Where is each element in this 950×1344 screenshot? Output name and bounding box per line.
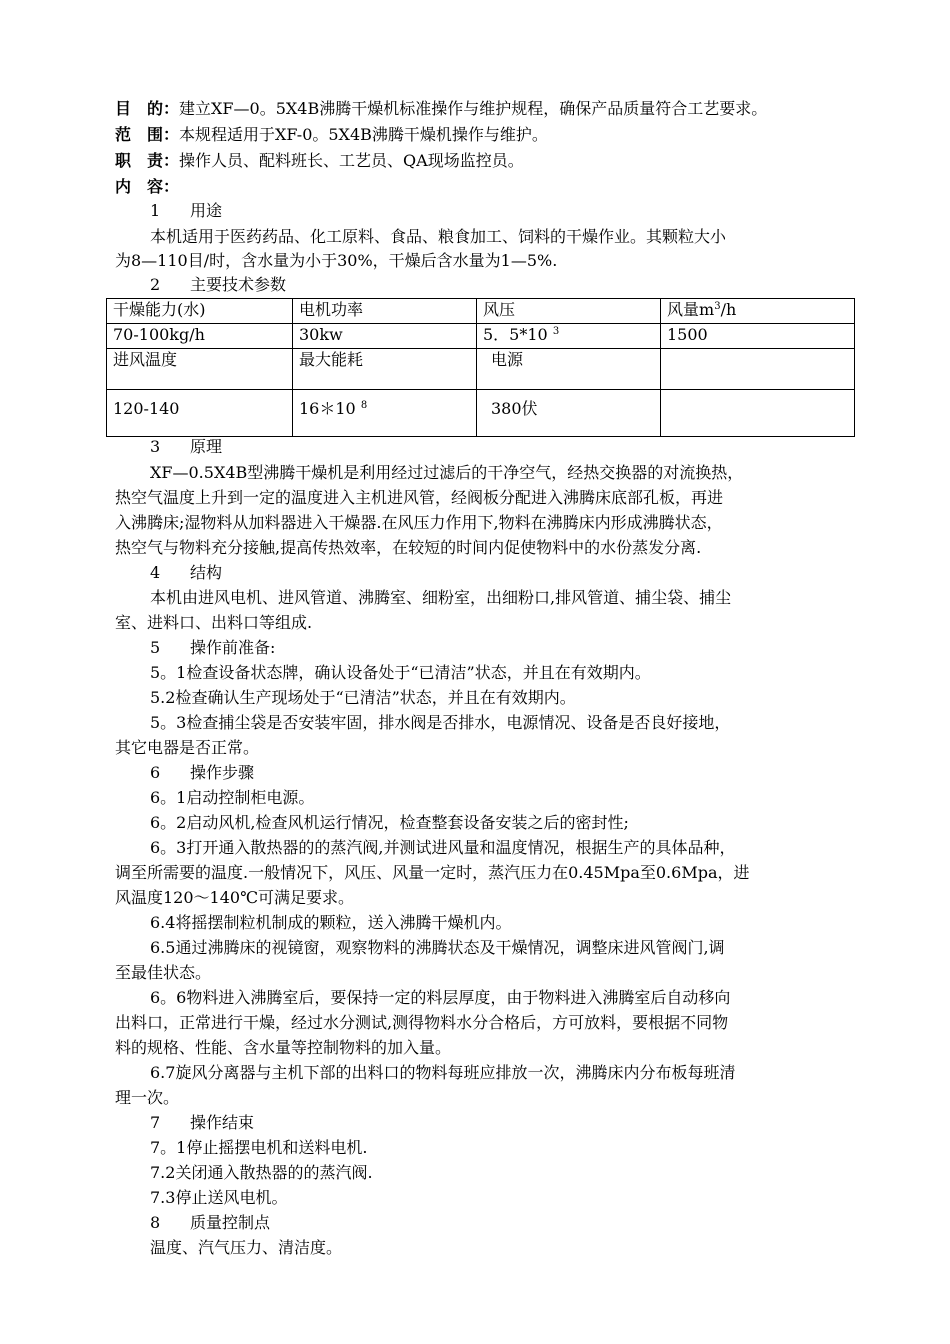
paragraph-line: 温度、汽气压力、清洁度。 bbox=[150, 1238, 343, 1257]
cell-text: 风量m bbox=[667, 300, 715, 319]
duty-label: 职 责： bbox=[115, 151, 180, 170]
paragraph-line: 热空气与物料充分接触,提高传热效率，在较短的时间内促使物料中的水份蒸发分离. bbox=[115, 538, 702, 557]
section-4-heading bbox=[150, 562, 910, 584]
table-cell: 进风温度 bbox=[107, 349, 293, 390]
cell-text-tail: /h bbox=[720, 300, 737, 319]
section-title: 操作前准备: bbox=[190, 638, 276, 657]
list-item-continuation: 出料口，正常进行干燥，经过水分测试,测得物料水分合格后，方可放料，要根据不同物 bbox=[115, 1013, 729, 1032]
table-row bbox=[107, 349, 855, 390]
parameters-table bbox=[106, 298, 855, 437]
list-item-continuation: 调至所需要的温度.一般情况下，风压、风量一定时，蒸汽压力在0.45Mpa至0.6Mpa，进 bbox=[115, 863, 750, 882]
paragraph-line: 室、进料口、出料口等组成. bbox=[115, 613, 313, 632]
paragraph-line: 热空气温度上升到一定的温度进入主机进风管，经阀板分配进入沸腾床底部孔板，再进 bbox=[115, 488, 724, 507]
section-title: 主要技术参数 bbox=[190, 275, 287, 294]
table-row bbox=[107, 324, 855, 349]
table-cell: 1500 bbox=[661, 324, 855, 349]
paragraph-line: 为8—110目/时，含水量为小于30%，干燥后含水量为1—5%. bbox=[115, 251, 558, 270]
paragraph-line: XF—0.5X4B型沸腾干燥机是利用经过过滤后的干净空气，经热交换器的对流换热， bbox=[150, 463, 744, 482]
list-item-continuation: 其它电器是否正常。 bbox=[115, 738, 260, 757]
table-cell bbox=[477, 324, 661, 349]
list-item: 5。3检查捕尘袋是否安装牢固，排水阀是否排水，电源情况、设备是否良好接地， bbox=[150, 713, 731, 732]
section-number: 4 bbox=[150, 563, 161, 582]
cell-text: 5．5*10 bbox=[483, 325, 548, 344]
table-cell: 电机功率 bbox=[293, 299, 477, 324]
table-cell: 最大能耗 bbox=[293, 349, 477, 390]
list-item: 6。3打开通入散热器的的蒸汽阀,并测试进风量和温度情况，根据生产的具体品种， bbox=[150, 838, 736, 857]
section-title: 结构 bbox=[190, 563, 223, 582]
section-number: 6 bbox=[150, 763, 161, 782]
paragraph-line: 本机由进风电机、进风管道、沸腾室、细粉室，出细粉口,排风管道、捕尘袋、捕尘 bbox=[150, 588, 732, 607]
scope-text: 本规程适用于XF-0。5X4B沸腾干燥机操作与维护。 bbox=[179, 125, 548, 144]
section-number: 7 bbox=[150, 1113, 161, 1132]
superscript: 3 bbox=[714, 301, 721, 312]
section-title: 操作结束 bbox=[190, 1113, 255, 1132]
duty-text: 操作人员、配料班长、工艺员、QA现场监控员。 bbox=[179, 151, 524, 170]
superscript: 3 bbox=[552, 326, 560, 337]
list-item-continuation: 至最佳状态。 bbox=[115, 963, 212, 982]
table-cell: 电源 bbox=[477, 349, 661, 390]
table-cell: 30kw bbox=[293, 324, 477, 349]
section-5-heading bbox=[150, 637, 910, 659]
list-item: 6.4将摇摆制粒机制成的颗粒，送入沸腾干燥机内。 bbox=[150, 913, 512, 932]
list-item: 6。1启动控制柜电源。 bbox=[150, 788, 315, 807]
list-item: 6。2启动风机,检查风机运行情况，检查整套设备安装之后的密封性; bbox=[150, 813, 629, 832]
section-number: 8 bbox=[150, 1213, 161, 1232]
table-cell bbox=[661, 390, 855, 437]
paragraph-line: 入沸腾床;湿物料从加料器进入干燥器.在风压力作用下,物料在沸腾床内形成沸腾状态， bbox=[115, 513, 723, 532]
paragraph-line: 本机适用于医药药品、化工原料、食品、粮食加工、饲料的干燥作业。其颗粒大小 bbox=[150, 227, 727, 246]
table-cell: 120-140 bbox=[107, 390, 293, 437]
list-item: 7.3停止送风电机。 bbox=[150, 1188, 288, 1207]
table-cell bbox=[293, 390, 477, 437]
section-title: 原理 bbox=[190, 437, 223, 456]
table-row bbox=[107, 299, 855, 324]
content-line bbox=[115, 176, 875, 198]
section-title: 质量控制点 bbox=[190, 1213, 271, 1232]
table-cell: 干燥能力(水) bbox=[107, 299, 293, 324]
cell-text: 16＊10 bbox=[299, 399, 356, 418]
list-item: 6.7旋风分离器与主机下部的出料口的物料每班应排放一次，沸腾床内分布板每班清 bbox=[150, 1063, 736, 1082]
section-3-heading bbox=[150, 436, 910, 458]
section-8-heading bbox=[150, 1212, 910, 1234]
table-cell: 380伏 bbox=[477, 390, 661, 437]
list-item-continuation: 风温度120～140℃可满足要求。 bbox=[115, 888, 354, 907]
superscript: 8 bbox=[360, 400, 368, 411]
scope-line bbox=[115, 124, 875, 146]
table-cell: 70-100kg/h bbox=[107, 324, 293, 349]
list-item: 5。1检查设备状态牌，确认设备处于“已清洁”状态，并且在有效期内。 bbox=[150, 663, 651, 682]
list-item-continuation: 理一次。 bbox=[115, 1088, 180, 1107]
table-row bbox=[107, 390, 855, 437]
section-number: 2 bbox=[150, 275, 161, 294]
purpose-line bbox=[115, 98, 875, 120]
list-item: 5.2检查确认生产现场处于“已清洁”状态，并且在有效期内。 bbox=[150, 688, 576, 707]
list-item: 6。6物料进入沸腾室后，要保持一定的料层厚度，由于物料进入沸腾室后自动移向 bbox=[150, 988, 731, 1007]
section-2-heading bbox=[150, 274, 910, 296]
table-cell bbox=[661, 349, 855, 390]
section-7-heading bbox=[150, 1112, 910, 1134]
content-label: 内 容： bbox=[115, 177, 180, 196]
section-number: 1 bbox=[150, 201, 161, 220]
section-title: 用途 bbox=[190, 201, 223, 220]
table-cell: 风压 bbox=[477, 299, 661, 324]
section-title: 操作步骤 bbox=[190, 763, 255, 782]
duty-line bbox=[115, 150, 875, 172]
section-number: 5 bbox=[150, 638, 161, 657]
section-number: 3 bbox=[150, 437, 161, 456]
list-item: 7。1停止摇摆电机和送料电机. bbox=[150, 1138, 368, 1157]
section-1-heading bbox=[150, 200, 910, 222]
list-item-continuation: 料的规格、性能、含水量等控制物料的加入量。 bbox=[115, 1038, 452, 1057]
list-item: 7.2关闭通入散热器的的蒸汽阀. bbox=[150, 1163, 373, 1182]
purpose-text: 建立XF—0。5X4B沸腾干燥机标准操作与维护规程，确保产品质量符合工艺要求。 bbox=[179, 99, 768, 118]
section-6-heading bbox=[150, 762, 910, 784]
list-item: 6.5通过沸腾床的视镜窗，观察物料的沸腾状态及干燥情况，调整床进风管阀门,调 bbox=[150, 938, 725, 957]
purpose-label: 目 的： bbox=[115, 99, 180, 118]
table-cell bbox=[661, 299, 855, 324]
scope-label: 范 围： bbox=[115, 125, 180, 144]
